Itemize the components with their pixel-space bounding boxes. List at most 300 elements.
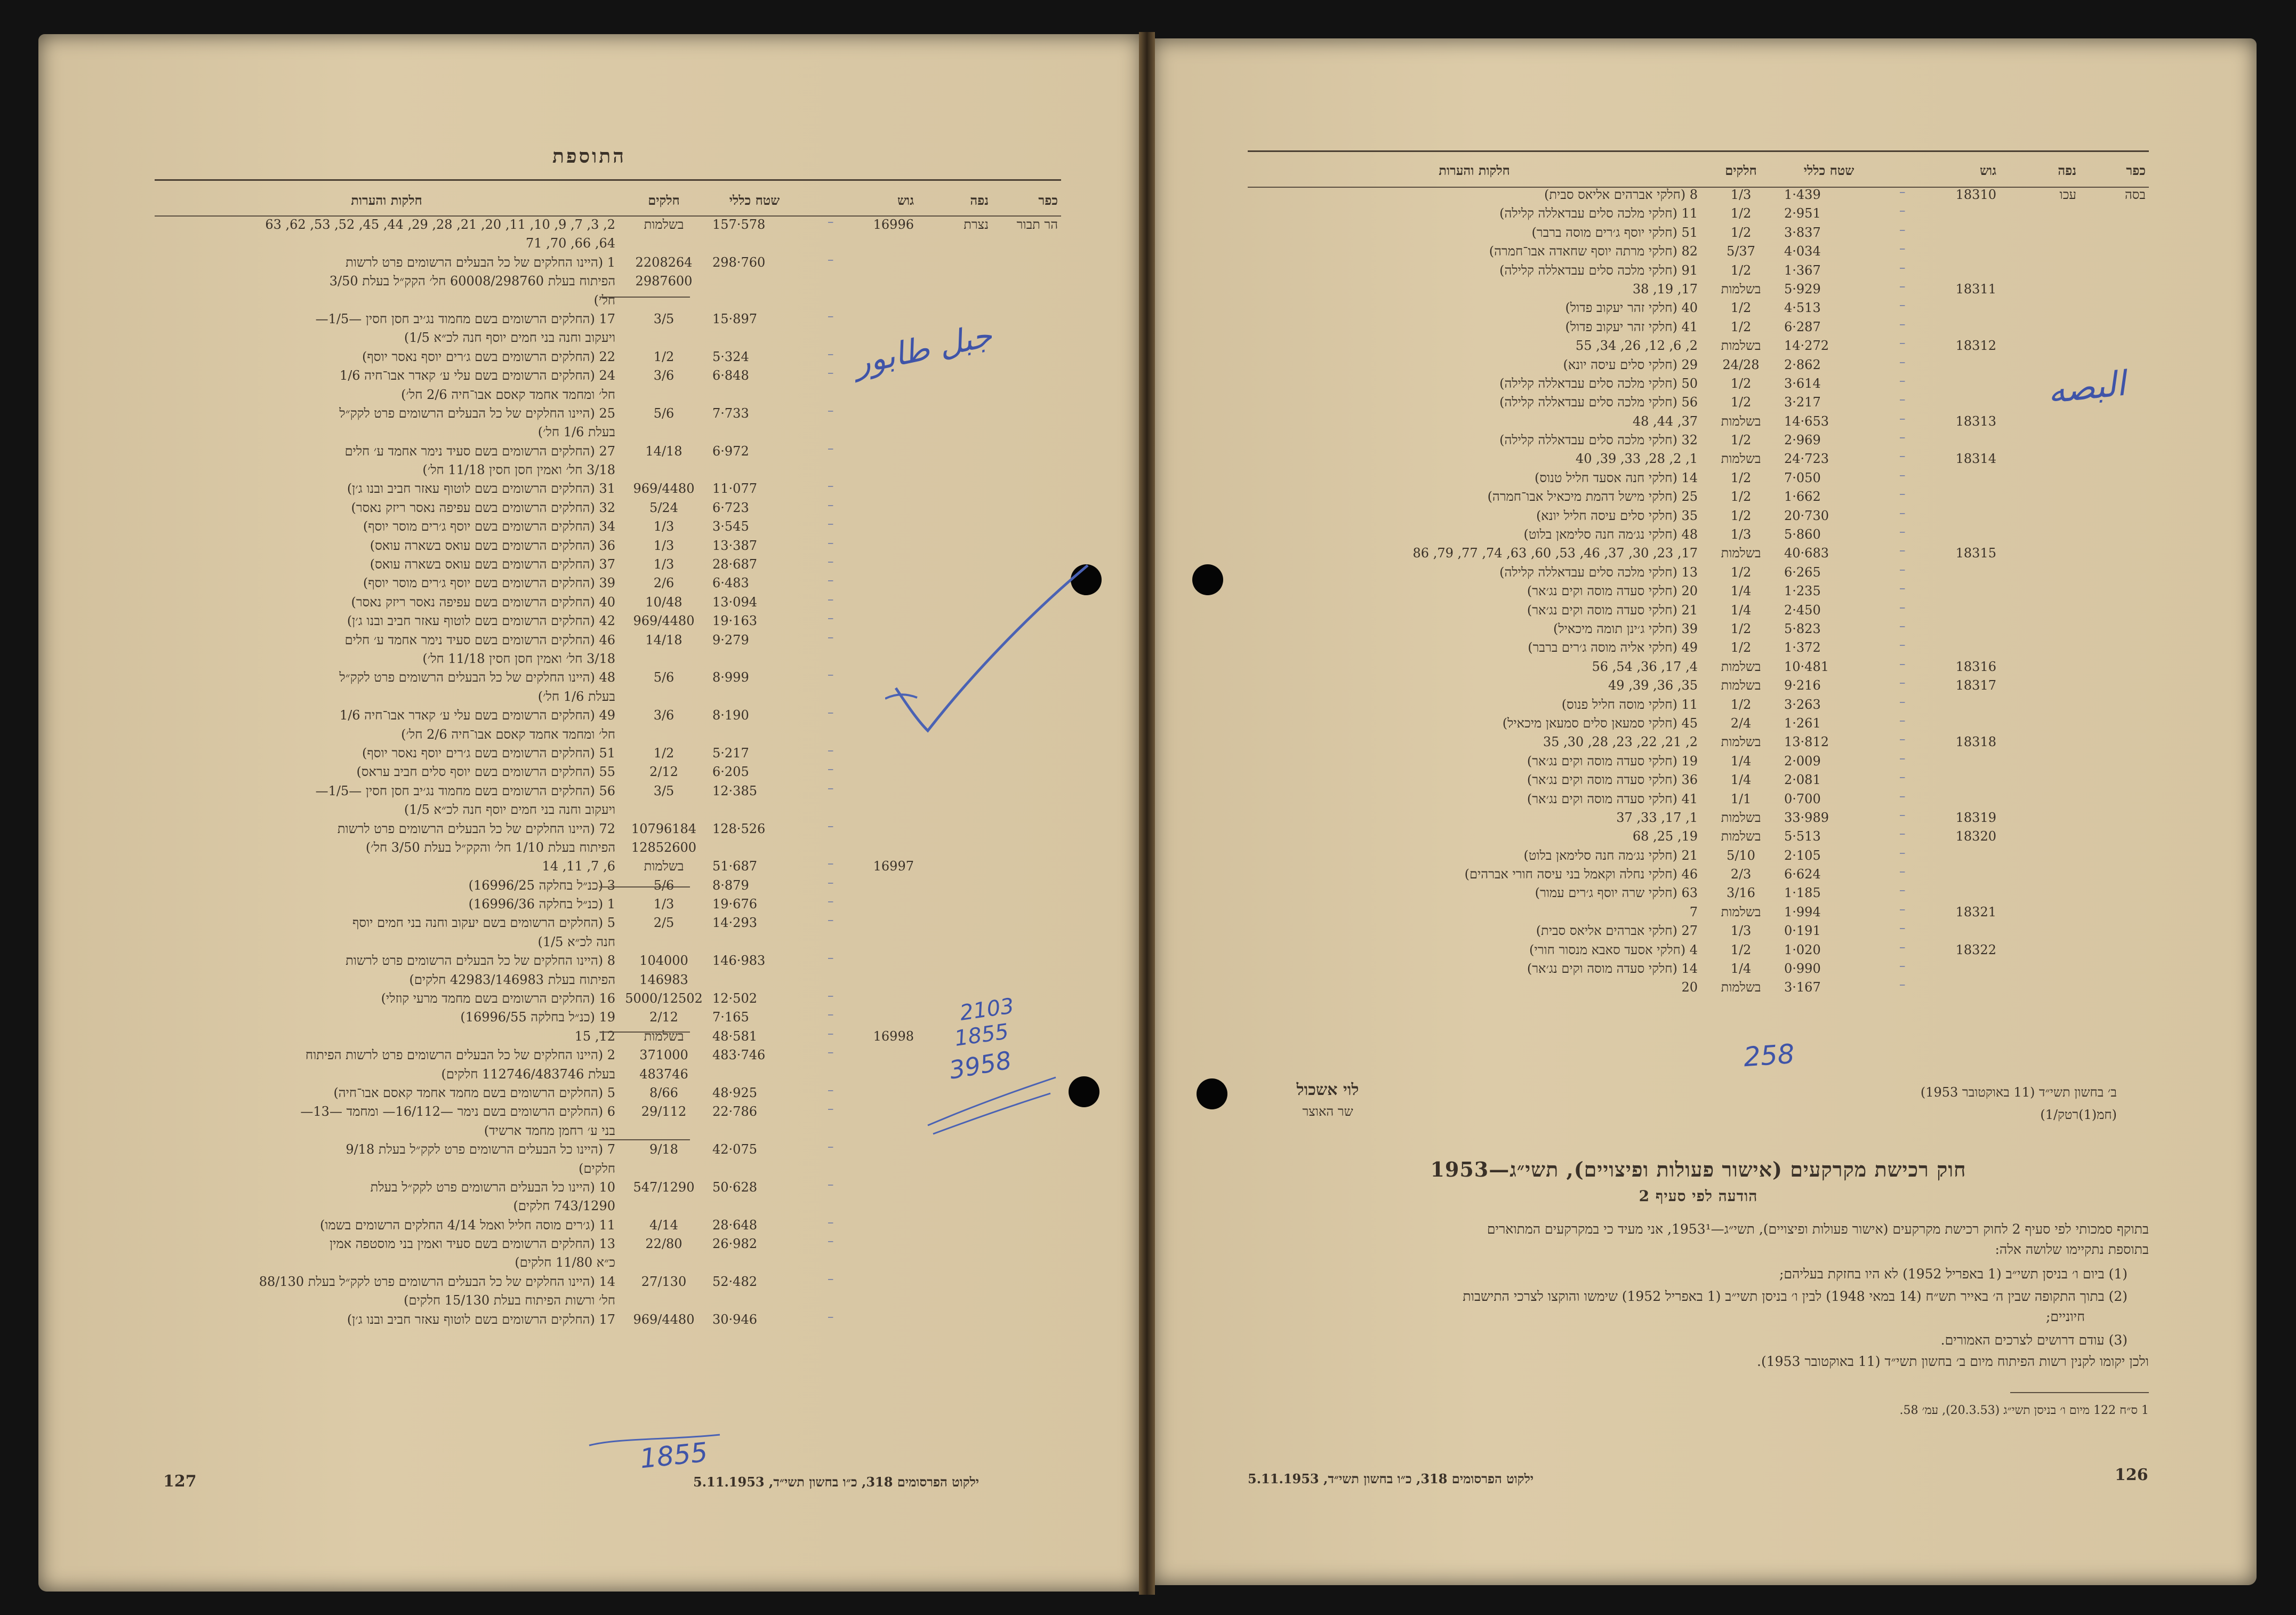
pen-tick-mark: ⁻ bbox=[1899, 470, 1906, 485]
cell-kfar bbox=[992, 971, 1061, 989]
cell-gush bbox=[837, 1084, 917, 1102]
cell-notes: חל׳ ומחמד אחמד קאסם אבו־חיה 2/6 חל׳) bbox=[401, 387, 615, 402]
cell-nafa bbox=[917, 801, 992, 819]
cell-shetach: 0·990 bbox=[1784, 961, 1821, 977]
cell-chalakim bbox=[619, 234, 709, 253]
table-row bbox=[155, 857, 1061, 876]
cell-notes: 41 (חלקי זהר יעקוב פדול) bbox=[1565, 319, 1698, 334]
cell-chalakim bbox=[619, 801, 709, 819]
cell-notes: 5 (החלקים הרשומים בשם מחמד אחמד קאסם אבו־חיה) bbox=[333, 1085, 615, 1100]
table-row bbox=[155, 310, 1061, 329]
cell-kfar bbox=[992, 820, 1061, 838]
table-row bbox=[1248, 450, 2149, 468]
pen-bracket bbox=[587, 1429, 725, 1461]
cell-shetach: 2·969 bbox=[1784, 433, 1821, 448]
cell-gush bbox=[837, 461, 917, 479]
cell-chalakim: 5/6 bbox=[653, 877, 675, 893]
cell-chalakim: 5/10 bbox=[1727, 848, 1755, 863]
pen-tick-mark: ⁻ bbox=[827, 991, 834, 1006]
cell-nafa bbox=[917, 876, 992, 895]
cell-nafa bbox=[2000, 695, 2080, 714]
pen-tick-mark: ⁻ bbox=[827, 443, 834, 459]
cell-shetach: 42·075 bbox=[712, 1142, 757, 1157]
cell-chalakim: 1/2 bbox=[1730, 564, 1752, 580]
cell-kfar bbox=[992, 1291, 1061, 1310]
cell-kfar bbox=[992, 253, 1061, 272]
footnote-rule bbox=[2010, 1392, 2149, 1393]
cell-chalakim: 1/3 bbox=[653, 557, 675, 572]
cell-nafa bbox=[917, 291, 992, 310]
cell-shetach: 0·191 bbox=[1784, 923, 1821, 939]
cell-chalakim: 1/1 bbox=[1730, 791, 1752, 806]
table-row bbox=[1248, 337, 2149, 355]
cell-kfar bbox=[2080, 450, 2149, 468]
header-chalakim: חלקים bbox=[648, 193, 680, 208]
cell-nafa bbox=[2000, 487, 2080, 506]
pen-tick-mark: ⁻ bbox=[1899, 602, 1906, 618]
cell-chalakim: 1/2 bbox=[1730, 697, 1752, 712]
cell-chalakim: 1/2 bbox=[1730, 433, 1752, 448]
cell-shetach bbox=[709, 1122, 800, 1140]
cell-gush bbox=[837, 876, 917, 895]
cell-notes: 46 (החלקים הרשומים בשם סעיד נימר אחמד ע׳ חלים bbox=[344, 632, 615, 647]
pen-tick-mark: ⁻ bbox=[1899, 734, 1906, 750]
cell-gush bbox=[837, 1008, 917, 1027]
pen-tick-mark bbox=[800, 291, 837, 310]
cell-gush bbox=[1909, 582, 2000, 601]
cell-kfar bbox=[992, 1216, 1061, 1235]
cell-notes: 1 (היינו החלקים של כל הבעלים הרשומים פרט לרשות bbox=[346, 254, 615, 270]
cell-gush bbox=[837, 914, 917, 932]
pen-tick-mark: ⁻ bbox=[1899, 942, 1906, 957]
pen-tick-mark: ⁻ bbox=[1899, 508, 1906, 523]
cell-kfar bbox=[2080, 752, 2149, 771]
pen-tick-mark: ⁻ bbox=[827, 500, 834, 515]
table-row bbox=[1248, 299, 2149, 317]
cell-gush bbox=[837, 1235, 917, 1253]
pen-tick-mark: ⁻ bbox=[1899, 206, 1906, 221]
cell-notes: 27 (חלקי אברהים אליאס סבית) bbox=[1536, 923, 1698, 939]
cell-nafa bbox=[917, 763, 992, 781]
cell-chalakim bbox=[619, 461, 709, 479]
cell-nafa bbox=[2000, 620, 2080, 638]
cell-shetach bbox=[709, 291, 800, 310]
table-row bbox=[155, 404, 1061, 423]
pen-tick-mark: ⁻ bbox=[827, 859, 834, 874]
cell-kfar bbox=[992, 499, 1061, 517]
cell-gush bbox=[837, 1178, 917, 1197]
cell-notes: 17, 19, 38 bbox=[1632, 281, 1698, 297]
header-nafa: נפה bbox=[970, 193, 989, 208]
cell-shetach bbox=[709, 1291, 800, 1310]
cell-notes: 8 (חלקי אברהים אליאס סבית) bbox=[1544, 187, 1698, 202]
table-row bbox=[1248, 714, 2149, 733]
cell-shetach: 14·272 bbox=[1784, 338, 1829, 354]
date-line: ב׳ בחשון תשי״ד (11 באוקטובר 1953) bbox=[1920, 1085, 2117, 1100]
page-number: 127 bbox=[163, 1472, 197, 1491]
cell-gush bbox=[837, 782, 917, 801]
pen-tick-mark: ⁻ bbox=[1899, 413, 1906, 429]
cell-chalakim: 1/4 bbox=[1730, 602, 1752, 618]
cell-kfar bbox=[2080, 601, 2149, 620]
cell-shetach: 1·185 bbox=[1784, 885, 1821, 901]
cell-kfar bbox=[2080, 507, 2149, 525]
cell-shetach bbox=[709, 725, 800, 744]
pen-tick-mark: ⁻ bbox=[827, 708, 834, 723]
cell-notes: 31 (החלקים הרשומים בשם לוטוף עאזר חביב ובנו ג׳ן) bbox=[347, 481, 615, 497]
cell-notes: 36 (החלקים הרשומים בשם עואס בשארה עואס) bbox=[370, 538, 615, 553]
cell-shetach: 3·837 bbox=[1784, 225, 1821, 240]
cell-notes: 45 (חלקי סמעאן סלים סמעאן מיכאיל) bbox=[1502, 715, 1698, 731]
binding-hole bbox=[1197, 1078, 1227, 1109]
pen-tick-mark bbox=[800, 838, 837, 857]
cell-notes: הפיתוח בעלת 1/10 חל׳ והקק״ל בעלת 3/50 חל׳) bbox=[365, 840, 615, 855]
cell-nafa bbox=[917, 971, 992, 989]
cell-kfar bbox=[992, 1235, 1061, 1253]
cell-chalakim: 1/2 bbox=[1730, 319, 1752, 334]
cell-notes: 17 (החלקים הרשומים בשם מחמוד נג׳יב חסן חסין —1/5— bbox=[315, 311, 615, 326]
cell-gush bbox=[1909, 790, 2000, 809]
pen-tick-mark: ⁻ bbox=[827, 1048, 834, 1063]
cell-shetach: 8·999 bbox=[712, 670, 749, 685]
cell-notes: 2, 21, 22, 23, 28, 30, 35 bbox=[1543, 734, 1698, 750]
pen-tick-mark: ⁻ bbox=[827, 575, 834, 591]
table-row bbox=[1248, 582, 2149, 601]
cell-gush bbox=[837, 952, 917, 970]
cell-notes: 2, 6, 12, 26, 34, 55 bbox=[1575, 338, 1698, 354]
table-row bbox=[1248, 676, 2149, 695]
cell-shetach: 8·879 bbox=[712, 877, 749, 893]
pen-tick-mark: ⁻ bbox=[827, 764, 834, 780]
table-row bbox=[1248, 393, 2149, 412]
pen-tick-mark: ⁻ bbox=[1899, 433, 1906, 448]
cell-notes: 4 (חלקי אסעד סאבא מנסור חורי) bbox=[1529, 942, 1698, 957]
intro-text: בתוספת נתקיימו שלושה אלה: bbox=[1995, 1242, 2149, 1257]
cell-shetach: 1·439 bbox=[1784, 187, 1821, 202]
cell-gush: 18315 bbox=[1955, 546, 1996, 561]
cell-gush bbox=[837, 479, 917, 498]
table-row bbox=[155, 1273, 1061, 1291]
cell-chalakim: בשלמות bbox=[644, 859, 684, 874]
table-row bbox=[155, 479, 1061, 498]
cell-nafa bbox=[2000, 431, 2080, 450]
pen-tick-mark: ⁻ bbox=[1899, 338, 1906, 354]
cell-shetach: 7·050 bbox=[1784, 470, 1821, 485]
cell-nafa bbox=[917, 820, 992, 838]
page-footer: ילקוט הפרסומים 318, כ״ו בחשון תשי״ד, 5.11.1953 bbox=[693, 1474, 980, 1490]
cell-chalakim: 3/6 bbox=[653, 708, 675, 723]
table-row bbox=[1248, 884, 2149, 902]
table-row bbox=[1248, 695, 2149, 714]
pen-tick-mark: ⁻ bbox=[1899, 357, 1906, 372]
cell-gush bbox=[1909, 487, 2000, 506]
cell-chalakim: 3/6 bbox=[653, 368, 675, 383]
table-row bbox=[1248, 431, 2149, 450]
cell-notes: 32 (חלקי מלכה סלים עבדאללה קלילה) bbox=[1499, 433, 1698, 448]
cell-notes: 25 (חלקי מישל דהמת מיכאיל אבו־חמרה) bbox=[1487, 489, 1698, 505]
cell-chalakim: 104000 bbox=[639, 953, 688, 969]
cell-gush bbox=[1909, 865, 2000, 884]
cell-kfar bbox=[992, 782, 1061, 801]
cell-notes: 3/18 חל׳ ואמין חסן חסין 11/18 חל׳) bbox=[422, 651, 615, 666]
cell-gush bbox=[1909, 469, 2000, 487]
cell-chalakim: בשלמות bbox=[1721, 546, 1761, 561]
cell-nafa bbox=[2000, 450, 2080, 468]
cell-notes: 17 (החלקים הרשומים בשם לוטוף עאזר חביב ובנו ג׳ן) bbox=[347, 1312, 615, 1327]
cell-gush: 16998 bbox=[873, 1028, 914, 1044]
cell-gush bbox=[837, 933, 917, 952]
cell-shetach: 1·020 bbox=[1784, 942, 1821, 957]
table-row bbox=[1248, 846, 2149, 865]
cell-shetach: 19·676 bbox=[712, 897, 757, 912]
cell-chalakim: 483746 bbox=[639, 1066, 688, 1082]
cell-notes: 40 (החלקים הרשומים בשם עפיפה נאסר ריזק נאסר) bbox=[351, 594, 615, 610]
cell-notes: 35, 36, 39, 49 bbox=[1608, 678, 1698, 693]
cell-notes: חלקים) bbox=[579, 1161, 615, 1176]
cell-gush bbox=[1909, 374, 2000, 393]
header-notes: חלקות והערות bbox=[1439, 163, 1510, 178]
pen-tick-mark bbox=[800, 272, 837, 291]
cell-shetach: 48·581 bbox=[712, 1028, 757, 1044]
cell-shetach: 9·216 bbox=[1784, 678, 1821, 693]
cell-chalakim: 5/24 bbox=[649, 500, 678, 515]
cell-notes: בעלת 1/6 חל׳) bbox=[537, 689, 615, 704]
cell-gush: 16996 bbox=[873, 217, 914, 232]
condition-2: (2) בתוך התקופה שבין ה׳ באייר תש״ח (14 במאי 1948) לבין ו׳ בניסן תשי״ב (1 באפריל 1952) שימשו והוקצו לצרכי התישבות bbox=[1463, 1289, 2128, 1304]
table-row bbox=[155, 1253, 1061, 1272]
cell-gush bbox=[1909, 978, 2000, 997]
cell-gush bbox=[1909, 771, 2000, 789]
sum-rule bbox=[599, 1032, 690, 1033]
table-row bbox=[155, 820, 1061, 838]
cell-kfar bbox=[2080, 223, 2149, 242]
cell-nafa bbox=[2000, 922, 2080, 940]
cell-kfar bbox=[992, 423, 1061, 442]
cell-nafa bbox=[917, 782, 992, 801]
signer-name: לוי אשכול bbox=[1296, 1081, 1359, 1099]
cell-shetach: 1·372 bbox=[1784, 640, 1821, 655]
table-row bbox=[1248, 638, 2149, 657]
cell-shetach bbox=[709, 1065, 800, 1084]
cell-gush bbox=[1909, 431, 2000, 450]
cell-kfar bbox=[2080, 884, 2149, 902]
cell-notes: 56 (החלקים הרשומים בשם מחמוד נג׳יב חסן חסין —1/5— bbox=[315, 783, 615, 798]
cell-chalakim: 3/5 bbox=[653, 311, 675, 326]
cell-nafa bbox=[2000, 242, 2080, 261]
cell-kfar bbox=[992, 1253, 1061, 1272]
pen-tick-mark: ⁻ bbox=[1899, 810, 1906, 825]
sum-rule bbox=[599, 297, 690, 298]
table-row bbox=[155, 1140, 1061, 1159]
cell-shetach: 30·946 bbox=[712, 1312, 757, 1327]
pen-tick-mark: ⁻ bbox=[827, 1142, 834, 1157]
cell-gush bbox=[837, 423, 917, 442]
handwritten-number: 258 bbox=[1743, 1038, 1796, 1073]
table-row bbox=[155, 971, 1061, 989]
cell-gush bbox=[837, 1046, 917, 1065]
cell-kfar bbox=[992, 895, 1061, 914]
cell-notes: 1, 17, 33, 37 bbox=[1616, 810, 1698, 825]
cell-shetach: 20·730 bbox=[1784, 508, 1829, 523]
table-row bbox=[1248, 620, 2149, 638]
cell-nafa bbox=[917, 1253, 992, 1272]
cell-nafa bbox=[2000, 771, 2080, 789]
cell-notes: 11 (ג׳רים מוסה חליל ואמל 4/14 החלקים הרשומים בשמו) bbox=[319, 1217, 615, 1233]
cell-nafa bbox=[2000, 299, 2080, 317]
pen-tick-mark: ⁻ bbox=[1899, 621, 1906, 636]
cell-chalakim: בשלמות bbox=[1721, 659, 1761, 674]
table-row bbox=[155, 989, 1061, 1008]
conclusion-text: ולכן יקומו לקנין רשות הפיתוח מיום ב׳ בחשון תשי״ד (11 באוקטובר 1953). bbox=[1757, 1354, 2149, 1369]
cell-notes: 82 (חלקי מרתה יוסף שחאדה אבו־חמרה) bbox=[1489, 244, 1698, 259]
cell-nafa bbox=[917, 272, 992, 291]
cell-chalakim: 8/66 bbox=[649, 1085, 678, 1100]
cell-chalakim: 24/28 bbox=[1722, 357, 1760, 372]
cell-notes: חל׳ ומחמד אחמד קאסם אבו־חיה 2/6 חל׳) bbox=[401, 726, 615, 742]
handwritten-number: 1855 bbox=[953, 1019, 1010, 1051]
appendix-title: התוספת bbox=[552, 145, 626, 167]
cell-nafa bbox=[917, 1291, 992, 1310]
handwritten-arabic-note: جبل طابور bbox=[850, 316, 996, 382]
cell-chalakim bbox=[619, 291, 709, 310]
handwritten-number: 2103 bbox=[958, 994, 1016, 1026]
cell-kfar bbox=[2080, 242, 2149, 261]
table-row bbox=[1248, 752, 2149, 771]
table-row bbox=[1248, 941, 2149, 960]
cell-shetach: 128·526 bbox=[712, 821, 766, 836]
cell-shetach: 13·094 bbox=[712, 594, 757, 610]
cell-chalakim: 10/48 bbox=[645, 594, 683, 610]
cell-gush bbox=[837, 1273, 917, 1291]
table-row bbox=[155, 1160, 1061, 1178]
cell-gush bbox=[837, 272, 917, 291]
cell-chalakim: 1/3 bbox=[653, 519, 675, 534]
cell-gush bbox=[837, 1122, 917, 1140]
cell-nafa bbox=[2000, 903, 2080, 922]
cell-shetach bbox=[709, 650, 800, 668]
cell-chalakim bbox=[619, 1197, 709, 1216]
pen-tick-mark: ⁻ bbox=[827, 217, 834, 232]
cell-shetach: 6·848 bbox=[712, 368, 749, 383]
cell-shetach: 6·483 bbox=[712, 575, 749, 591]
cell-chalakim: בשלמות bbox=[1721, 734, 1761, 750]
cell-notes: חל׳ ורשות הפיתוח בעלת 15/130 חלקים) bbox=[404, 1293, 615, 1308]
cell-notes: 10 (היינו כל הבעלים הרשומים פרט לקק״ל בעלת bbox=[370, 1179, 615, 1195]
cell-nafa bbox=[917, 933, 992, 952]
cell-kfar bbox=[2080, 865, 2149, 884]
table-row bbox=[155, 215, 1061, 234]
table-row bbox=[155, 876, 1061, 895]
cell-kfar: בסה bbox=[2124, 187, 2146, 202]
cell-gush bbox=[837, 763, 917, 781]
cell-shetach: 15·897 bbox=[712, 311, 757, 326]
cell-chalakim bbox=[619, 386, 709, 404]
pen-tick-mark: ⁻ bbox=[827, 1236, 834, 1252]
cell-nafa bbox=[2000, 469, 2080, 487]
cell-notes: 39 (חלקי ג׳ינן תומה מיכאיל) bbox=[1553, 621, 1698, 636]
cell-kfar bbox=[2080, 299, 2149, 317]
cell-notes: 29 (חלקי סלים עיסה יונא) bbox=[1563, 357, 1698, 372]
sum-rule bbox=[599, 1139, 690, 1140]
cell-gush: 18322 bbox=[1955, 942, 1996, 957]
pen-tick-mark: ⁻ bbox=[1899, 564, 1906, 580]
cell-notes: 7 (היינו כל הבעלים הרשומים פרט לקק״ל בעלת 9/18 bbox=[346, 1142, 615, 1157]
cell-shetach: 13·812 bbox=[1784, 734, 1829, 750]
cell-kfar bbox=[992, 386, 1061, 404]
cell-chalakim: 969/4480 bbox=[633, 613, 695, 629]
cell-notes: 4, 17, 36, 54, 56 bbox=[1592, 659, 1698, 674]
cell-notes: 743/1290 חלקים) bbox=[513, 1198, 615, 1214]
cell-notes: חל׳) bbox=[593, 292, 615, 308]
cell-kfar bbox=[2080, 771, 2149, 789]
cell-gush bbox=[837, 310, 917, 329]
cell-nafa bbox=[2000, 223, 2080, 242]
cell-chalakim: 5/6 bbox=[653, 670, 675, 685]
cell-notes: 34 (החלקים הרשומים בשם יוסף ג׳רים מוסר יוסף) bbox=[363, 519, 615, 534]
table-row bbox=[1248, 978, 2149, 997]
table-row bbox=[155, 499, 1061, 517]
cell-gush bbox=[837, 989, 917, 1008]
cell-shetach: 28·687 bbox=[712, 557, 757, 572]
cell-kfar bbox=[2080, 809, 2149, 827]
cell-nafa bbox=[917, 499, 992, 517]
cell-notes: 35 (חלקי סלים עיסה חליל יונא) bbox=[1536, 508, 1698, 523]
cell-kfar: הר תבור bbox=[1016, 217, 1058, 232]
pen-tick-mark: ⁻ bbox=[827, 613, 834, 629]
cell-notes: 64, 66, 70, 71 bbox=[526, 236, 615, 251]
cell-gush bbox=[837, 537, 917, 555]
cell-notes: בעלת 112746/483746 חלקים) bbox=[441, 1066, 615, 1082]
table-row bbox=[1248, 865, 2149, 884]
pen-tick-mark: ⁻ bbox=[827, 670, 834, 685]
pen-tick-mark bbox=[800, 1291, 837, 1310]
table-row bbox=[155, 461, 1061, 479]
cell-nafa bbox=[2000, 507, 2080, 525]
cell-kfar bbox=[2080, 790, 2149, 809]
cell-notes: 42 (החלקים הרשומים בשם לוטוף עאזר חביב ובנו ג׳ן) bbox=[347, 613, 615, 629]
cell-gush bbox=[1909, 714, 2000, 733]
table-row bbox=[1248, 507, 2149, 525]
pen-tick-mark: ⁻ bbox=[1899, 678, 1906, 693]
condition-2: חיוניים; bbox=[2045, 1309, 2085, 1324]
cell-shetach: 3·614 bbox=[1784, 375, 1821, 391]
pen-tick-mark: ⁻ bbox=[1899, 848, 1906, 863]
pen-tick-mark: ⁻ bbox=[1899, 904, 1906, 920]
pen-tick-mark: ⁻ bbox=[827, 1010, 834, 1025]
cell-shetach bbox=[709, 1197, 800, 1216]
cell-gush bbox=[837, 1197, 917, 1216]
handwritten-arabic-note: البصه bbox=[2045, 364, 2128, 412]
cell-chalakim: 4/14 bbox=[649, 1217, 678, 1233]
cell-chalakim: 3/16 bbox=[1727, 885, 1755, 901]
cell-notes: 16 (החלקים הרשומים בשם מחמד מרעי קוזלי) bbox=[381, 991, 615, 1006]
pen-tick-mark bbox=[800, 461, 837, 479]
law-title: חוק רכישת מקרקעים (אישור פעולות ופיצויים), תשי״ג—1953 bbox=[1430, 1157, 1966, 1181]
cell-notes: 37 (החלקים הרשומים בשם עואס בשארה עואס) bbox=[370, 557, 615, 572]
cell-chalakim: 1/3 bbox=[1730, 187, 1752, 202]
cell-shetach bbox=[709, 933, 800, 952]
cell-notes: 40 (חלקי זהר יעקוב פדול) bbox=[1565, 300, 1698, 316]
pen-tick-mark bbox=[800, 1065, 837, 1084]
table-row bbox=[155, 272, 1061, 291]
cell-nafa bbox=[917, 386, 992, 404]
cell-kfar bbox=[992, 366, 1061, 385]
pen-tick-mark: ⁻ bbox=[1899, 319, 1906, 334]
cell-gush bbox=[837, 442, 917, 461]
cell-notes: 36 (חלקי סעדה מוסה וקים נג׳אר) bbox=[1527, 772, 1698, 788]
cell-shetach: 5·823 bbox=[1784, 621, 1821, 636]
cell-gush bbox=[837, 386, 917, 404]
